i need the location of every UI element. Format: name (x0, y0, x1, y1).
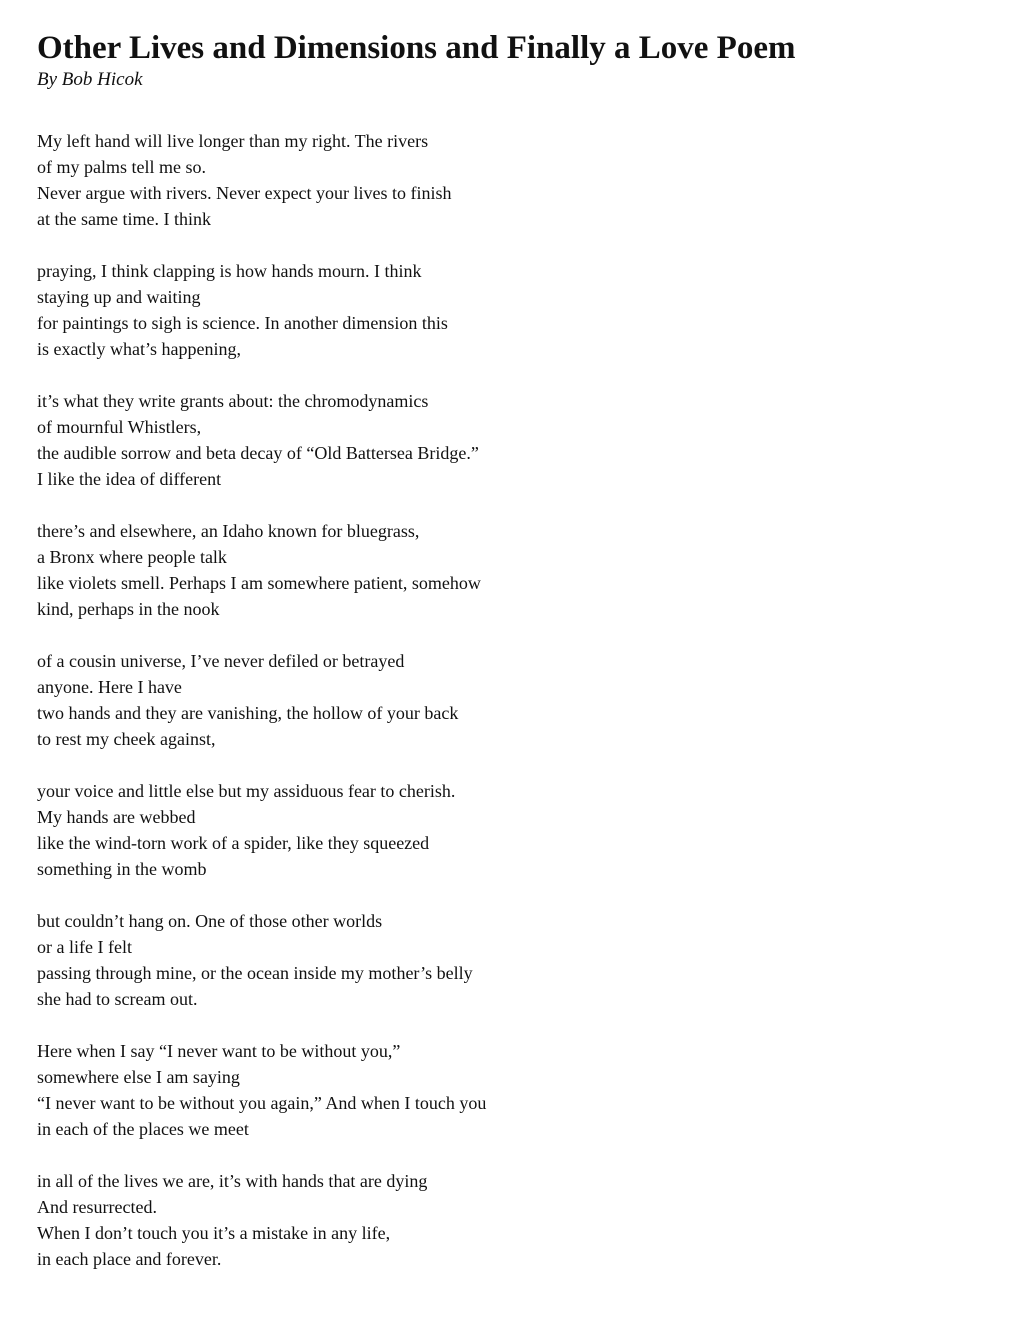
poem-line: like the wind-torn work of a spider, like they squeezed (37, 833, 430, 853)
poem-line: in all of the lives we are, it’s with hands that are dying (37, 1171, 428, 1191)
poem-line: of a cousin universe, I’ve never defiled or betrayed (37, 651, 405, 671)
poem-line: staying up and waiting (37, 287, 201, 307)
poem-stanza (37, 518, 997, 622)
poem-line: “I never want to be without you again,” And when I touch you (37, 1093, 487, 1113)
poem-stanza (37, 258, 997, 362)
poem-line: is exactly what’s happening, (37, 339, 241, 359)
poem-line: she had to scream out. (37, 989, 198, 1009)
poem-stanza (37, 908, 997, 1012)
poem-line: a Bronx where people talk (37, 547, 227, 567)
poem-line: there’s and elsewhere, an Idaho known for bluegrass, (37, 521, 420, 541)
poem-line: I like the idea of different (37, 469, 222, 489)
poem-line: Here when I say “I never want to be without you,” (37, 1041, 401, 1061)
poem-stanza (37, 388, 997, 492)
poem-line: My left hand will live longer than my right. The rivers (37, 131, 429, 151)
poem-line: in each of the places we meet (37, 1119, 249, 1139)
poem-line: praying, I think clapping is how hands mourn. I think (37, 261, 422, 281)
poem-byline: By Bob Hicok (37, 69, 143, 90)
poem-line: Never argue with rivers. Never expect your lives to finish (37, 183, 452, 203)
poem-stanza (37, 1038, 997, 1142)
poem-line: And resurrected. (37, 1197, 157, 1217)
poem-line: When I don’t touch you it’s a mistake in any life, (37, 1223, 391, 1243)
poem-stanza (37, 128, 997, 232)
poem-line: kind, perhaps in the nook (37, 599, 220, 619)
poem-line: the audible sorrow and beta decay of “Old Battersea Bridge.” (37, 443, 479, 463)
poem-stanza (37, 1168, 997, 1272)
poem-line: your voice and little else but my assiduous fear to cherish. (37, 781, 456, 801)
poem-line: something in the womb (37, 859, 207, 879)
poem-line: of my palms tell me so. (37, 157, 206, 177)
poem-line: it’s what they write grants about: the chromodynamics (37, 391, 429, 411)
poem-line: but couldn’t hang on. One of those other worlds (37, 911, 383, 931)
poem-line: at the same time. I think (37, 209, 211, 229)
poem-stanza (37, 778, 997, 882)
poem-title: Other Lives and Dimensions and Finally a Love Poem (37, 30, 796, 66)
poem-stanza (37, 648, 997, 752)
poem-line: or a life I felt (37, 937, 132, 957)
poem-line: My hands are webbed (37, 807, 196, 827)
poem-line: to rest my cheek against, (37, 729, 216, 749)
poem-line: in each place and forever. (37, 1249, 222, 1269)
poem-line: like violets smell. Perhaps I am somewhere patient, somehow (37, 573, 481, 593)
poem-body (37, 128, 997, 1272)
poem-line: somewhere else I am saying (37, 1067, 240, 1087)
poem-line: passing through mine, or the ocean inside my mother’s belly (37, 963, 473, 983)
poem-line: two hands and they are vanishing, the hollow of your back (37, 703, 459, 723)
poem-line: anyone. Here I have (37, 677, 182, 697)
poem-line: for paintings to sigh is science. In another dimension this (37, 313, 448, 333)
poem-line: of mournful Whistlers, (37, 417, 202, 437)
document-page (37, 28, 997, 1298)
